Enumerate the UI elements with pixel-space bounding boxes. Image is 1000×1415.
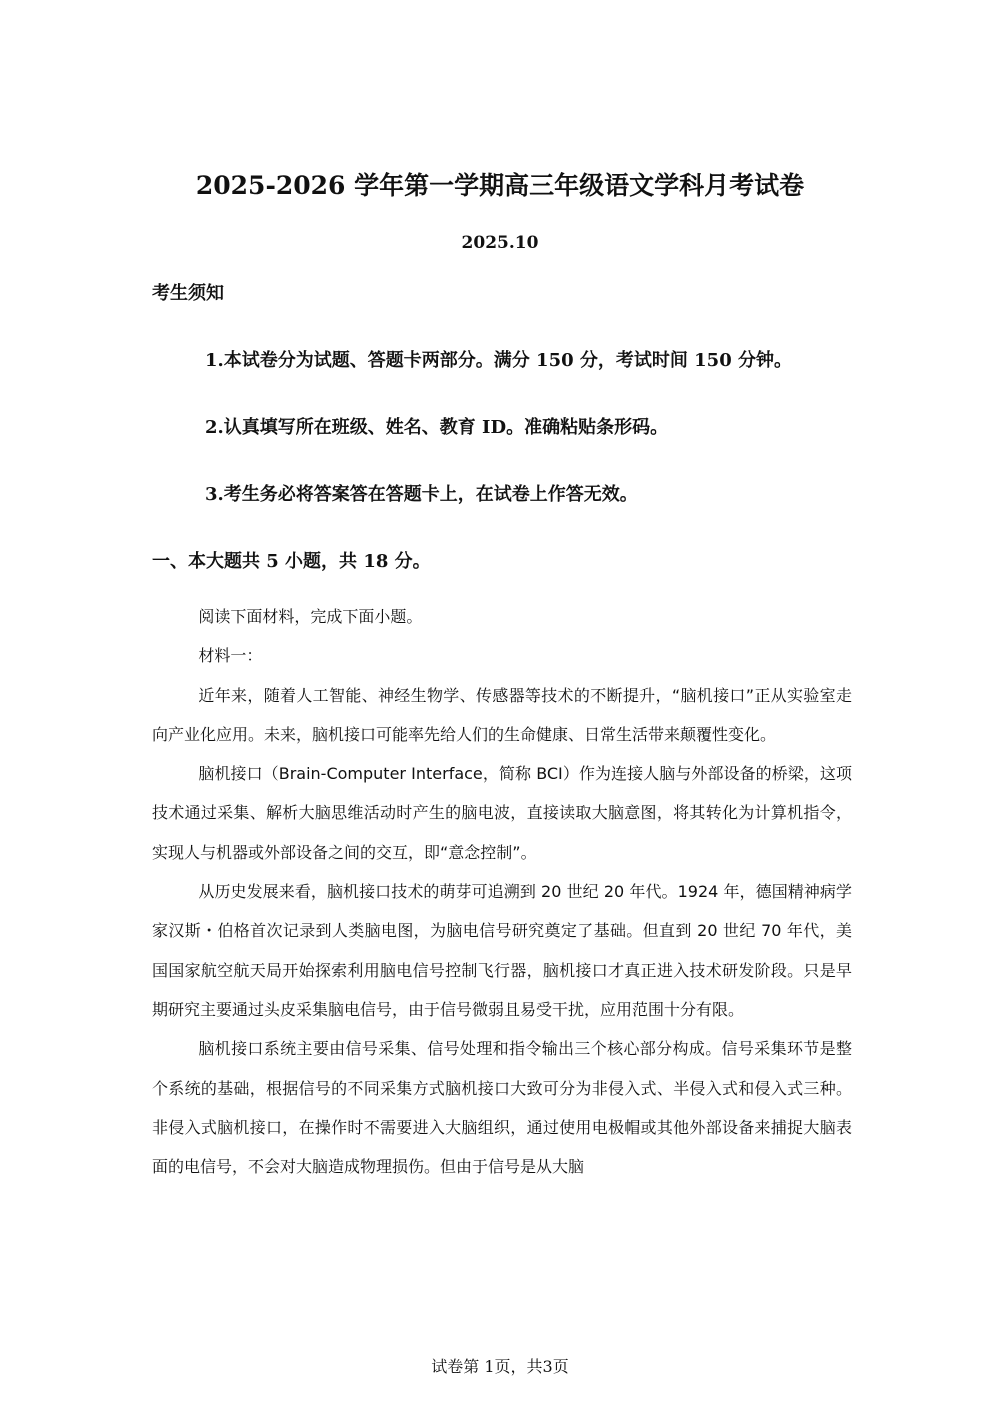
exam-date: 2025.10 bbox=[461, 233, 539, 253]
notice-item-1: 1.本试卷分为试题、答题卡两部分。满分 150 分，考试时间 150 分钟。 bbox=[205, 350, 793, 371]
paragraph: 近年来，随着人工智能、神经生物学、传感器等技术的不断提升，“脑机接口”正从实验室走向产业化应用。未来，脑机接口可能率先给人们的生命健康、日常生活带来颠覆性变化。 bbox=[152, 685, 852, 744]
reading-instruction: 阅读下面材料，完成下面小题。 bbox=[198, 607, 423, 626]
exam-title: 2025-2026 学年第一学期高三年级语文学科月考试卷 bbox=[195, 171, 805, 200]
material-label: 材料一： bbox=[198, 646, 263, 666]
paragraph: 脑机接口（Brain-Computer Interface，简称 BCI）作为连接人脑与外部设备的桥梁，这项技术通过采集、解析大脑思维活动时产生的脑电波，直接读取大脑意图，将其转化为计算机指令，实现人与机器或外部设备之间的交互，即“意念控制”。 bbox=[152, 764, 852, 862]
notice-heading: 考生须知 bbox=[152, 283, 224, 304]
notice-item-3: 3.考生务必将答案答在答题卡上，在试卷上作答无效。 bbox=[205, 484, 638, 505]
page-footer: 试卷第 1页，共3页 bbox=[431, 1357, 569, 1376]
notice-item-2: 2.认真填写所在班级、姓名、教育 ID。准确粘贴条形码。 bbox=[205, 417, 669, 438]
paragraph: 从历史发展来看，脑机接口技术的萌芽可追溯到 20 世纪 20 年代。1924 年，德国精神病学家汉斯・伯格首次记录到人类脑电图，为脑电信号研究奠定了基础。但直到 20 世纪 70 年代，美国国家航空航天局开始探索利用脑电信号控制飞行器，脑机接口才真正进入技术研发阶段。只是早期研究主要通过头皮采集脑电信号，由于信号微弱且易受干扰，应用范围十分有限。 bbox=[152, 882, 852, 1019]
paragraph: 脑机接口系统主要由信号采集、信号处理和指令输出三个核心部分构成。信号采集环节是整个系统的基础，根据信号的不同采集方式脑机接口大致可分为非侵入式、半侵入式和侵入式三种。非侵入式脑机接口，在操作时不需要进入大脑组织，通过使用电极帽或其他外部设备来捕捉大脑表面的电信号，不会对大脑造成物理损伤。但由于信号是从大脑 bbox=[152, 1039, 852, 1177]
reading-material bbox=[152, 597, 852, 1186]
section-heading: 一、本大题共 5 小题，共 18 分。 bbox=[152, 551, 431, 572]
